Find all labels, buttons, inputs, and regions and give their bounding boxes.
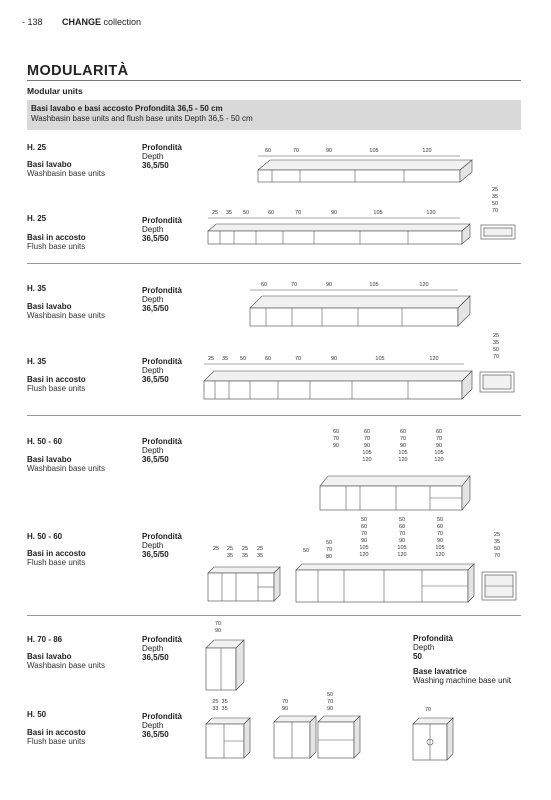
dim-label: 25 [256, 546, 264, 552]
row4-dims [204, 356, 464, 364]
svg-text:2535 [257, 546, 263, 559]
svg-text:25: 25 [207, 356, 215, 362]
svg-text:607090105120 [362, 429, 371, 463]
svg-text:7090 [282, 699, 288, 712]
dim-label: 120 [398, 457, 408, 463]
page-title: MODULARITÀ [27, 63, 129, 79]
dim-label: 25 [226, 546, 234, 552]
side-stack [494, 532, 500, 559]
band-text-it: Basi lavabo e basi accosto Profondità 36,5 - 50 cm [31, 104, 223, 113]
depth-block: Profondità Depth 36,5/50 [142, 286, 182, 313]
dim-label: 50 [326, 692, 334, 698]
row6-mid-units [296, 564, 474, 602]
dim-label: 25 35 [212, 699, 228, 705]
dim-label: 90 [436, 538, 444, 544]
row-height: H. 50 - 60 [27, 437, 63, 446]
row-height: H. 25 [27, 143, 47, 152]
row6-side [482, 532, 516, 600]
depth-block: Profondità Depth 36,5/50 [142, 712, 182, 739]
row5-units [320, 476, 470, 510]
svg-text:70 [425, 707, 431, 713]
dim-label: 120 [362, 457, 372, 463]
dim-label: 25 [241, 546, 249, 552]
svg-text:50 [303, 548, 309, 554]
svg-text:25 [213, 546, 219, 552]
row7-unit [206, 640, 244, 690]
row1-units [258, 160, 472, 182]
dim-label: 50 [302, 548, 310, 554]
row2-dims [208, 210, 460, 218]
dim-label: 60 [360, 524, 368, 530]
dim-label: 70 [281, 699, 289, 705]
row2-units [208, 224, 470, 244]
row-height: H. 35 [27, 284, 47, 293]
unit-label-it: Basi in accosto [27, 233, 86, 242]
svg-text:50607090105120 [359, 517, 368, 558]
dim-label: 50 [325, 540, 333, 546]
svg-text:507090 [327, 692, 333, 712]
dim-label: 60 [398, 524, 406, 530]
dim-label: 70 [436, 531, 444, 537]
dim-label: 70 [435, 436, 443, 442]
dim-label: 70 [492, 354, 500, 360]
dim-label: 70 [424, 707, 432, 713]
depth-block: Profondità Depth 36,5/50 [142, 357, 182, 384]
svg-text:35: 35 [225, 210, 233, 216]
dim-label: 25 [492, 333, 500, 339]
dim-label: 90 [363, 443, 371, 449]
dim-label: 90 [325, 148, 333, 154]
row8-dims [212, 692, 431, 713]
dim-label: 70 [398, 531, 406, 537]
unit-label-en: Washbasin base units [27, 661, 105, 670]
svg-text:70: 70 [294, 356, 302, 362]
svg-text:2535 [227, 546, 233, 559]
depth-block: Profondità Depth 36,5/50 [142, 143, 182, 170]
unit-label-it: Basi lavabo [27, 160, 72, 169]
dim-label: 70 [214, 621, 222, 627]
dim-label: 50 [360, 517, 368, 523]
dim-label: 50 [436, 517, 444, 523]
dim-label: 105 [434, 450, 444, 456]
dim-label: 105 [359, 545, 369, 551]
dim-label: 33 35 [212, 706, 228, 712]
svg-text:25 3533 35 [212, 699, 227, 712]
unit-label-it: Basi in accosto [27, 375, 86, 384]
depth-block: Profondità Depth 36,5/50 [142, 216, 182, 243]
svg-text:60: 60 [260, 282, 268, 288]
row8-units [206, 716, 453, 760]
dim-label: 90 [360, 538, 368, 544]
row-height: H. 50 [27, 710, 47, 719]
band-text-en: Washbasin base units and flush base units Depth 36,5 - 50 cm [31, 114, 253, 123]
dim-label: 70 [363, 436, 371, 442]
dim-label: 90 [214, 628, 222, 634]
row5-dims [333, 429, 444, 463]
row4-units [204, 371, 472, 399]
dim-label: 50 [493, 546, 501, 552]
dim-label: 60 [436, 524, 444, 530]
dim-label: 35 [241, 553, 249, 559]
row-height: H. 25 [27, 214, 47, 223]
unit-label-it: Basi in accosto [27, 728, 86, 737]
dim-label: 120 [435, 552, 445, 558]
dim-label: 90 [281, 706, 289, 712]
dim-label: 90 [332, 443, 340, 449]
svg-text:7090 [215, 621, 221, 634]
dim-label: 60 [332, 429, 340, 435]
dim-label: 35 [492, 340, 500, 346]
unit-label-en: Washbasin base units [27, 464, 105, 473]
svg-text:105: 105 [375, 356, 385, 362]
dim-label: 120 [397, 552, 407, 558]
dim-label: 50 [492, 347, 500, 353]
dim-label: 105 [397, 545, 407, 551]
svg-text:70: 70 [294, 210, 302, 216]
row3-units [250, 296, 470, 326]
dim-label: 60 [264, 148, 272, 154]
row-height: H. 70 - 86 [27, 635, 63, 644]
svg-text:105: 105 [369, 282, 379, 288]
svg-text:90: 90 [330, 356, 338, 362]
row6-small-units [208, 567, 280, 601]
svg-text:35: 35 [221, 356, 229, 362]
dim-label: 70 [325, 547, 333, 553]
svg-text:105: 105 [373, 210, 383, 216]
unit-label-it: Basi in accosto [27, 549, 86, 558]
dim-label: 35 [491, 194, 499, 200]
dim-label: 120 [359, 552, 369, 558]
svg-text:50607090105120 [397, 517, 406, 558]
dim-label: 105 [369, 148, 379, 154]
dim-label: 70 [399, 436, 407, 442]
dim-label: 105 [398, 450, 408, 456]
svg-text:120: 120 [429, 356, 439, 362]
dim-label: 25 [491, 187, 499, 193]
svg-text:607090 [333, 429, 339, 449]
depth-block: Profondità Depth 36,5/50 [142, 532, 182, 559]
svg-text:90: 90 [325, 282, 333, 288]
dim-label: 50 [398, 517, 406, 523]
svg-text:607090105120 [434, 429, 443, 463]
depth-block: Profondità Depth 36,5/50 [142, 635, 182, 662]
dim-label: 35 [226, 553, 234, 559]
dim-label: 90 [326, 706, 334, 712]
svg-text:90: 90 [330, 210, 338, 216]
row7-dims [215, 621, 221, 634]
dim-label: 60 [435, 429, 443, 435]
svg-text:50: 50 [239, 356, 247, 362]
svg-text:50: 50 [242, 210, 250, 216]
page-subtitle: Modular units [27, 86, 83, 96]
svg-text:120: 120 [426, 210, 436, 216]
unit-label-en: Flush base units [27, 737, 86, 746]
dim-label: 90 [399, 443, 407, 449]
dim-label: 120 [422, 148, 432, 154]
dim-label: 70 [292, 148, 300, 154]
svg-text:60: 60 [267, 210, 275, 216]
dim-label: 25 [493, 532, 501, 538]
dim-label: 50 [491, 201, 499, 207]
svg-text:507080 [326, 540, 332, 560]
dim-label: 70 [326, 699, 334, 705]
page-number: - 138 [22, 17, 43, 27]
row1-dims [258, 148, 460, 156]
unit-label-en: Washbasin base units [27, 311, 105, 320]
dim-label: 120 [434, 457, 444, 463]
unit-label-it: Basi lavabo [27, 455, 72, 464]
dim-label: 105 [435, 545, 445, 551]
row3-dims [250, 282, 458, 290]
unit-label-en: Flush base units [27, 558, 86, 567]
svg-text:2535 [242, 546, 248, 559]
dim-label: 70 [493, 553, 501, 559]
dim-label: 60 [363, 429, 371, 435]
svg-text:120: 120 [419, 282, 429, 288]
side-stack [493, 333, 499, 360]
dim-label: 80 [325, 554, 333, 560]
side-stack [492, 187, 498, 214]
row6-mid-dims [303, 517, 445, 560]
unit-label-it: Basi lavabo [27, 652, 72, 661]
depth-block: Profondità Depth 36,5/50 [142, 437, 182, 464]
svg-text:25: 25 [211, 210, 219, 216]
washing-machine-block: Profondità Depth 50 Base lavatrice Washing machine base unit [413, 634, 511, 685]
dim-label: 70 [360, 531, 368, 537]
row2-side [481, 187, 515, 239]
dim-label: 90 [435, 443, 443, 449]
svg-text:50607090105120 [435, 517, 444, 558]
row6-small-dims [213, 546, 263, 559]
dim-label: 70 [332, 436, 340, 442]
dim-label: 35 [493, 539, 501, 545]
unit-label-it: Basi lavabo [27, 302, 72, 311]
svg-text:60: 60 [264, 356, 272, 362]
unit-label-en: Washbasin base units [27, 169, 105, 178]
dim-label: 70 [491, 208, 499, 214]
collection-name: CHANGE collection [62, 17, 142, 27]
dim-label: 25 [212, 546, 220, 552]
svg-text:607090105120 [398, 429, 407, 463]
row-height: H. 35 [27, 357, 47, 366]
row4-side [480, 333, 514, 392]
row-height: H. 50 - 60 [27, 532, 63, 541]
dim-label: 105 [362, 450, 372, 456]
dim-label: 90 [398, 538, 406, 544]
svg-text:70: 70 [290, 282, 298, 288]
dim-label: 35 [256, 553, 264, 559]
dim-label: 60 [399, 429, 407, 435]
unit-label-en: Flush base units [27, 384, 86, 393]
unit-label-en: Flush base units [27, 242, 86, 251]
